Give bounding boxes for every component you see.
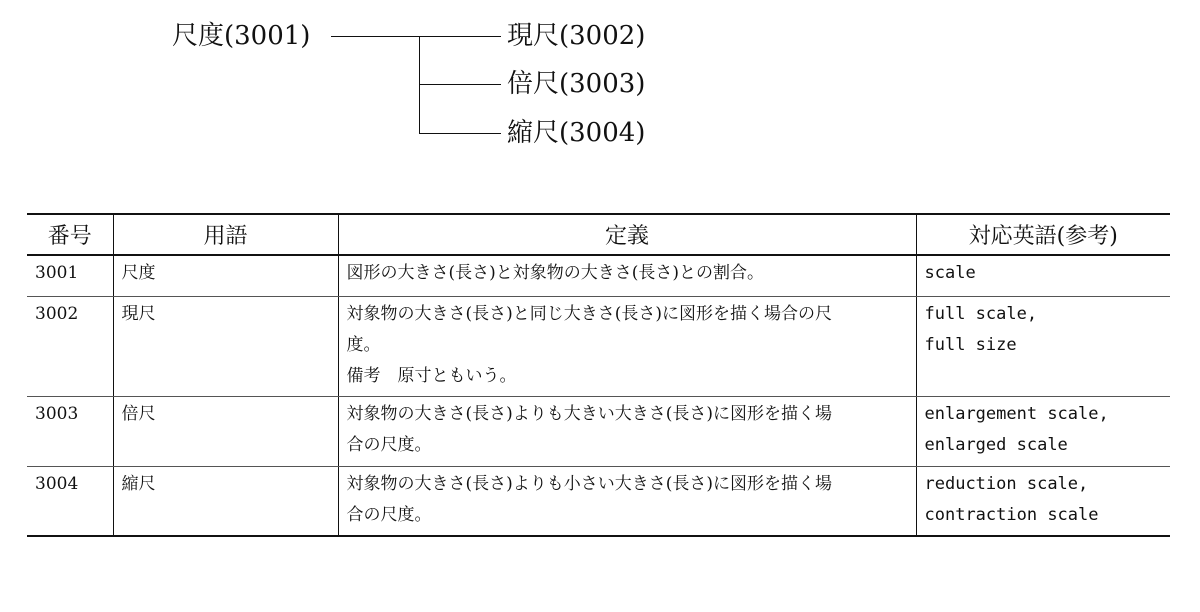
cell-term: 現尺 bbox=[113, 296, 338, 396]
cell-definition bbox=[338, 396, 916, 466]
english-line: enlarged scale bbox=[924, 434, 1068, 455]
english-line: enlargement scale, bbox=[924, 403, 1109, 424]
cell-definition bbox=[338, 296, 916, 396]
tree-child-label: 現尺(3002) bbox=[507, 21, 646, 51]
tree-child-label: 縮尺(3004) bbox=[507, 118, 646, 148]
english-line: full scale, bbox=[924, 303, 1038, 324]
table-row bbox=[27, 296, 1170, 396]
tree-root-connector bbox=[331, 36, 501, 37]
cell-definition bbox=[338, 466, 916, 536]
tree-child-label: 倍尺(3003) bbox=[507, 69, 646, 99]
definition-line: 度。 bbox=[346, 334, 381, 355]
cell-number: 3001 bbox=[27, 255, 113, 296]
terminology-table bbox=[27, 213, 1170, 537]
cell-term: 尺度 bbox=[113, 255, 338, 296]
header-english: 対応英語(参考) bbox=[916, 214, 1170, 255]
header-number: 番号 bbox=[27, 214, 113, 255]
header-definition: 定義 bbox=[338, 214, 916, 255]
cell-definition bbox=[338, 255, 916, 296]
definition-note: 備考 原寸ともいう。 bbox=[346, 365, 517, 386]
english-line: reduction scale, bbox=[924, 473, 1089, 494]
table-header-row bbox=[27, 214, 1170, 255]
definition-line: 対象物の大きさ(長さ)と同じ大きさ(長さ)に図形を描く場合の尺 bbox=[346, 303, 833, 324]
cell-number: 3002 bbox=[27, 296, 113, 396]
cell-number: 3004 bbox=[27, 466, 113, 536]
cell-english bbox=[916, 296, 1170, 396]
tree-branch-connector bbox=[419, 84, 501, 85]
english-line: scale bbox=[924, 263, 976, 283]
definition-line: 対象物の大きさ(長さ)よりも大きい大きさ(長さ)に図形を描く場 bbox=[346, 403, 833, 424]
cell-english bbox=[916, 396, 1170, 466]
term-hierarchy-diagram bbox=[0, 0, 1200, 170]
english-line: contraction scale bbox=[924, 504, 1099, 525]
table-row bbox=[27, 255, 1170, 296]
cell-term: 倍尺 bbox=[113, 396, 338, 466]
definition-line: 図形の大きさ(長さ)と対象物の大きさ(長さ)との割合。 bbox=[346, 263, 765, 283]
tree-vertical-connector bbox=[419, 36, 420, 134]
table-row bbox=[27, 466, 1170, 536]
header-term: 用語 bbox=[113, 214, 338, 255]
definition-line: 合の尺度。 bbox=[346, 434, 432, 455]
tree-branch-connector bbox=[419, 133, 501, 134]
table-row bbox=[27, 396, 1170, 466]
cell-number: 3003 bbox=[27, 396, 113, 466]
cell-english bbox=[916, 255, 1170, 296]
definition-line: 対象物の大きさ(長さ)よりも小さい大きさ(長さ)に図形を描く場 bbox=[346, 473, 833, 494]
tree-root-label: 尺度(3001) bbox=[172, 21, 311, 51]
definition-line: 合の尺度。 bbox=[346, 504, 432, 525]
english-line: full size bbox=[924, 334, 1017, 355]
cell-english bbox=[916, 466, 1170, 536]
cell-term: 縮尺 bbox=[113, 466, 338, 536]
